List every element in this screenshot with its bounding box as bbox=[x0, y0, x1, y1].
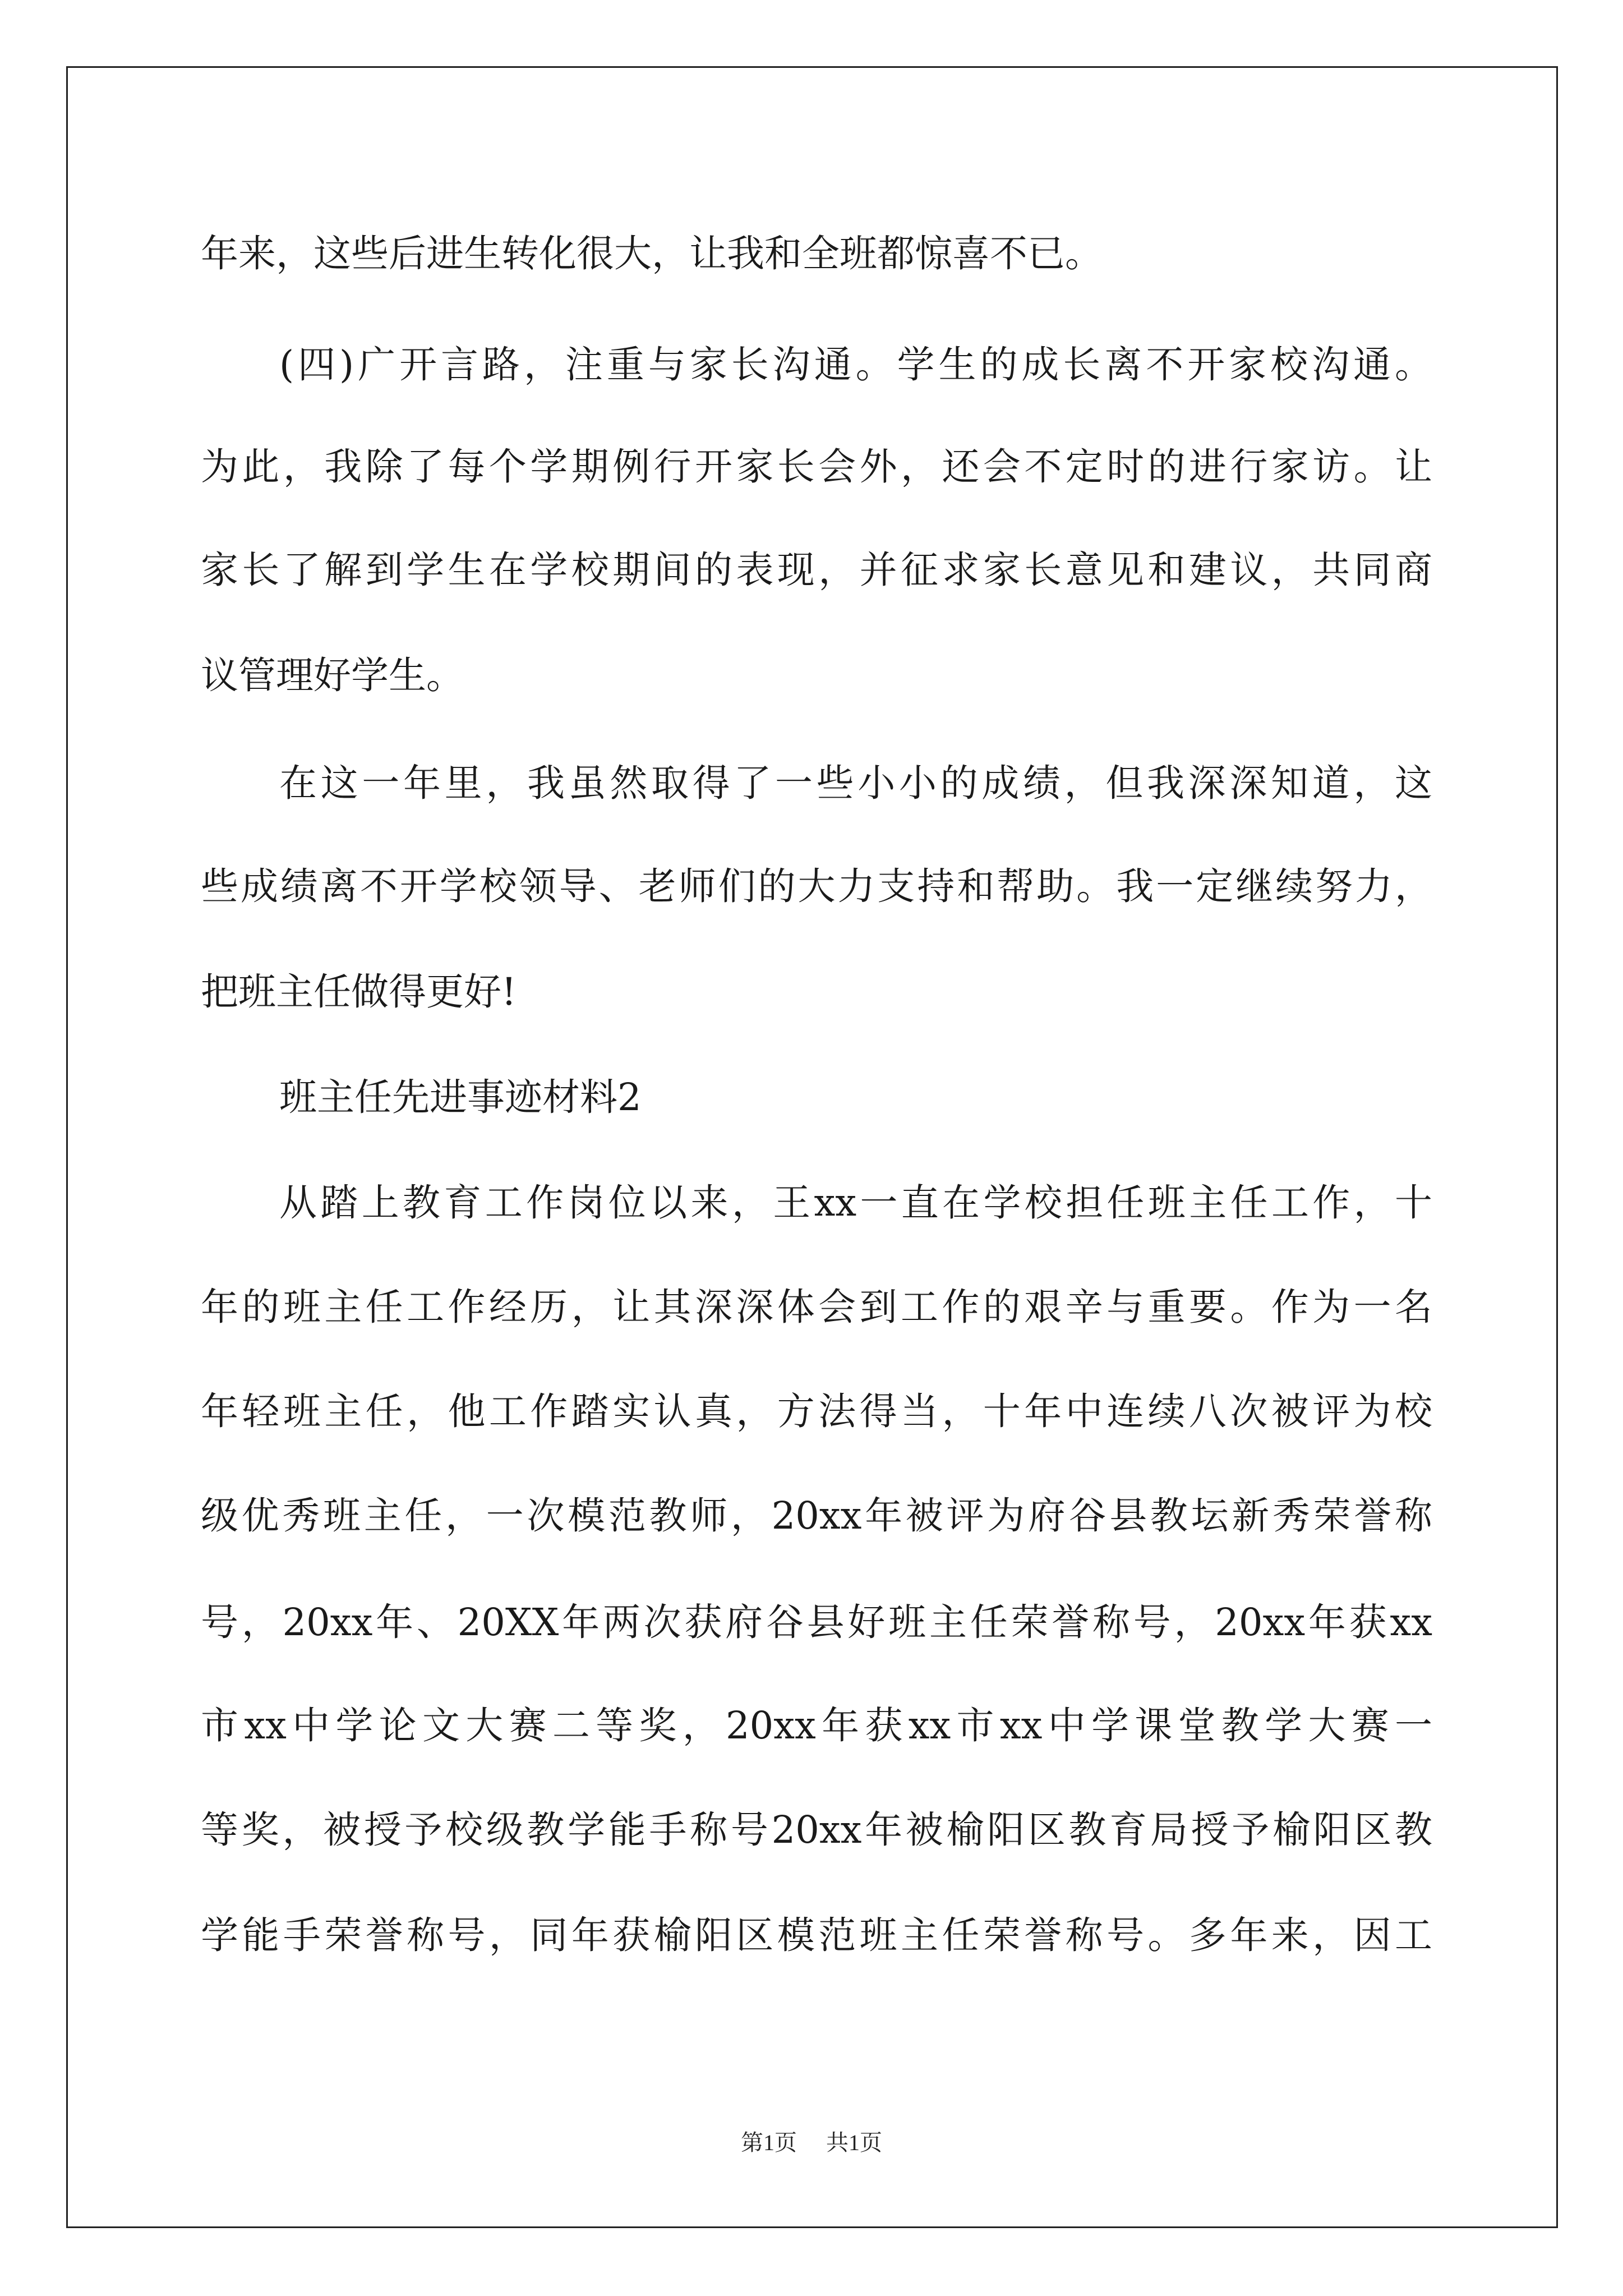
section-heading: 班主任先进事迹材料2 bbox=[279, 1075, 642, 1119]
text-line: 从踏上教育工作岗位以来，王xx一直在学校担任班主任工作，十 bbox=[279, 1181, 1432, 1225]
page-count: 共1页 bbox=[826, 2130, 882, 2155]
text-line: 市xx中学论文大赛二等奖，20xx年获xx市xx中学课堂教学大赛一 bbox=[201, 1704, 1432, 1747]
text-line: 年的班主任工作经历，让其深深体会到工作的艰辛与重要。作为一名 bbox=[201, 1285, 1432, 1329]
text-line: 等奖，被授予校级教学能手称号20xx年被榆阳区教育局授予榆阳区教 bbox=[201, 1808, 1432, 1852]
text-line: 年轻班主任，他工作踏实认真，方法得当，十年中连续八次被评为校 bbox=[201, 1389, 1432, 1433]
text-line: 年来，这些后进生转化很大，让我和全班都惊喜不已。 bbox=[201, 232, 1103, 275]
text-line: 号，20xx年、20XX年两次获府谷县好班主任荣誉称号，20xx年获xx bbox=[201, 1600, 1432, 1644]
page-number: 第1页 bbox=[741, 2130, 797, 2155]
text-line: 学能手荣誉称号，同年获榆阳区模范班主任荣誉称号。多年来，因工 bbox=[201, 1913, 1432, 1957]
page-footer bbox=[0, 2129, 1623, 2157]
text-line: 为此，我除了每个学期例行开家长会外，还会不定时的进行家访。让 bbox=[201, 445, 1432, 489]
page-border bbox=[66, 66, 1558, 2228]
text-line: 些成绩离不开学校领导、老师们的大力支持和帮助。我一定继续努力， bbox=[201, 864, 1432, 908]
text-line: 级优秀班主任，一次模范教师，20xx年被评为府谷县教坛新秀荣誉称 bbox=[201, 1494, 1432, 1538]
text-line: 议管理好学生。 bbox=[201, 654, 464, 697]
text-line: (四)广开言路，注重与家长沟通。学生的成长离不开家校沟通。 bbox=[279, 343, 1432, 386]
text-line: 把班主任做得更好! bbox=[201, 970, 517, 1014]
text-line: 家长了解到学生在学校期间的表现，并征求家长意见和建议，共同商 bbox=[201, 548, 1432, 592]
text-line: 在这一年里，我虽然取得了一些小小的成绩，但我深深知道，这 bbox=[279, 761, 1432, 805]
